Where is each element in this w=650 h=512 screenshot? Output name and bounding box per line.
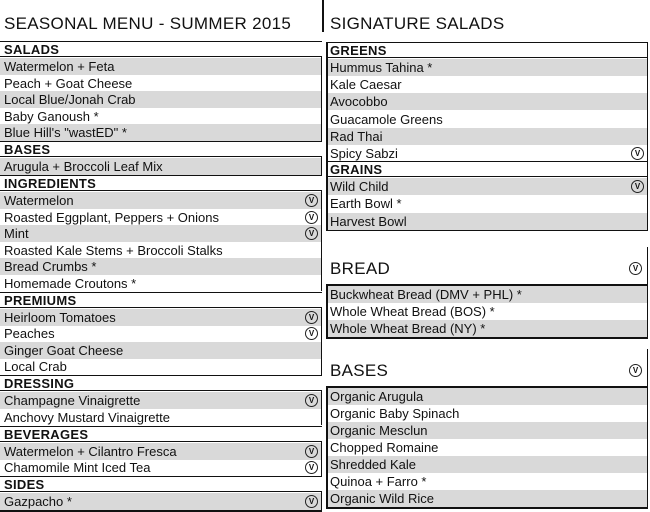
menu-item xyxy=(0,192,322,209)
menu-item-label: Mint xyxy=(4,226,29,241)
menu-item-label: Organic Wild Rice xyxy=(330,491,435,506)
menu-item xyxy=(0,325,322,342)
menu-item xyxy=(326,405,648,422)
box-border xyxy=(326,507,648,509)
menu-item-label: Quinoa + Farro * xyxy=(330,474,427,489)
menu-item xyxy=(0,124,322,141)
menu-item xyxy=(0,409,322,426)
box-border xyxy=(321,308,323,375)
vegan-icon: V xyxy=(305,311,318,324)
vegan-icon: V xyxy=(305,327,318,340)
section-header: BASES xyxy=(0,141,322,157)
box-border xyxy=(326,230,648,232)
section-header: GREENS xyxy=(326,42,648,58)
box-border xyxy=(321,391,323,425)
section-header: SIDES xyxy=(0,476,322,492)
menu-item-label: Kale Caesar xyxy=(330,77,402,93)
menu-item xyxy=(326,303,648,320)
menu-item-label: Buckwheat Bread (DMV + PHL) * xyxy=(330,287,522,302)
menu-item-label: Chopped Romaine xyxy=(330,440,439,455)
menu-item-label: Arugula + Broccoli Leaf Mix xyxy=(4,159,163,174)
menu-item xyxy=(326,490,648,507)
menu-item-label: Local Crab xyxy=(4,359,67,374)
menu-item-label: Roasted Eggplant, Peppers + Onions xyxy=(4,209,220,225)
menu-item-label: Baby Ganoush * xyxy=(4,108,99,124)
menu-item-label: Bread Crumbs * xyxy=(4,259,97,274)
vegan-icon: V xyxy=(305,461,318,474)
menu-item xyxy=(0,358,322,375)
page-title-right: SIGNATURE SALADS xyxy=(330,14,505,33)
vegan-icon: V xyxy=(305,211,318,224)
menu-item-label: Blue Hill's "wastED" * xyxy=(4,125,127,140)
menu-item-label: Gazpacho * xyxy=(4,494,72,509)
menu-item xyxy=(0,75,322,92)
vegan-icon: V xyxy=(629,262,642,275)
box-border xyxy=(321,492,323,510)
section-header: BASES xyxy=(330,361,389,380)
vegan-icon: V xyxy=(631,147,644,160)
menu-item-label: Spicy Sabzi xyxy=(330,146,398,161)
vegan-icon: V xyxy=(629,364,642,377)
menu-item-label: Champagne Vinaigrette xyxy=(4,393,141,408)
menu-item-label: Chamomile Mint Iced Tea xyxy=(4,460,151,475)
menu-item-label: Rad Thai xyxy=(330,128,383,144)
menu-item xyxy=(0,225,322,242)
menu-item xyxy=(0,209,322,226)
section-header: BREAD xyxy=(330,259,391,278)
menu-item xyxy=(326,145,648,162)
section-header: BEVERAGES xyxy=(0,426,322,442)
menu-item xyxy=(0,108,322,125)
menu-item xyxy=(326,473,648,490)
menu-item xyxy=(326,178,648,195)
vegan-icon: V xyxy=(305,445,318,458)
box-border xyxy=(0,510,322,512)
vegan-icon: V xyxy=(305,495,318,508)
menu-item xyxy=(0,493,322,510)
menu-item-label: Watermelon + Feta xyxy=(4,59,115,74)
box-border xyxy=(326,337,648,339)
menu-item-label: Anchovy Mustard Vinaigrette xyxy=(4,409,170,425)
box-border xyxy=(321,442,323,476)
menu-item-label: Earth Bowl * xyxy=(330,196,402,212)
box-border xyxy=(326,42,328,162)
menu-item xyxy=(326,59,648,76)
menu-item-label: Local Blue/Jonah Crab xyxy=(4,92,136,107)
vegan-icon: V xyxy=(305,394,318,407)
menu-item-label: Homemade Croutons * xyxy=(4,275,137,291)
section-header: GRAINS xyxy=(326,161,648,177)
menu-item xyxy=(326,286,648,303)
vegan-icon: V xyxy=(305,227,318,240)
menu-item-label: Hummus Tahina * xyxy=(330,60,433,75)
menu-item-label: Whole Wheat Bread (BOS) * xyxy=(330,304,495,319)
menu-item xyxy=(0,242,322,259)
menu-item xyxy=(326,93,648,110)
menu-item xyxy=(326,128,648,145)
menu-item-label: Wild Child xyxy=(330,179,389,195)
menu-item xyxy=(326,195,648,212)
menu-item-label: Guacamole Greens xyxy=(330,111,443,127)
box-border xyxy=(647,349,649,388)
menu-item xyxy=(0,58,322,75)
menu-item-label: Organic Mesclun xyxy=(330,423,428,438)
menu-item-label: Ginger Goat Cheese xyxy=(4,342,124,358)
menu-item xyxy=(0,309,322,326)
menu-item-label: Watermelon + Cilantro Fresca xyxy=(4,443,177,459)
menu-item xyxy=(0,342,322,359)
menu-item xyxy=(326,213,648,230)
page-title: SEASONAL MENU - SUMMER 2015 xyxy=(4,14,292,33)
menu-item xyxy=(0,258,322,275)
menu-item xyxy=(326,111,648,128)
box-border xyxy=(647,247,649,286)
box-border xyxy=(326,284,328,337)
menu-item-label: Harvest Bowl xyxy=(330,213,407,229)
vegan-icon: V xyxy=(631,180,644,193)
menu-item-label: Watermelon xyxy=(4,193,74,208)
box-border xyxy=(321,157,323,175)
box-border xyxy=(326,161,328,230)
menu-item-label: Avocobbo xyxy=(330,94,388,110)
box-border xyxy=(326,386,328,507)
box-border xyxy=(647,42,649,162)
box-border xyxy=(321,57,323,141)
section-header: INGREDIENTS xyxy=(0,175,322,191)
menu-item xyxy=(326,456,648,473)
menu-item xyxy=(326,388,648,405)
menu-item xyxy=(0,392,322,409)
menu-item xyxy=(326,320,648,337)
column-divider xyxy=(322,0,324,32)
menu-item-label: Heirloom Tomatoes xyxy=(4,309,116,325)
box-border xyxy=(321,191,323,291)
menu-item-label: Peach + Goat Cheese xyxy=(4,75,133,91)
menu-item-label: Organic Baby Spinach xyxy=(330,406,460,421)
menu-item-label: Whole Wheat Bread (NY) * xyxy=(330,321,486,336)
vegan-icon: V xyxy=(305,194,318,207)
menu-item xyxy=(326,422,648,439)
box-border xyxy=(647,161,649,230)
section-header: DRESSING xyxy=(0,375,322,391)
menu-item xyxy=(0,275,322,292)
menu-item-label: Peaches xyxy=(4,326,55,341)
section-header: PREMIUMS xyxy=(0,292,322,308)
box-border xyxy=(647,284,649,337)
menu-item xyxy=(0,459,322,476)
menu-item xyxy=(0,91,322,108)
menu-item xyxy=(326,76,648,93)
section-header: SALADS xyxy=(0,41,322,57)
box-border xyxy=(647,386,649,507)
menu-item xyxy=(0,158,322,175)
menu-item xyxy=(0,443,322,460)
menu-item-label: Organic Arugula xyxy=(330,389,424,404)
menu-item-label: Shredded Kale xyxy=(330,457,417,472)
menu-item-label: Roasted Kale Stems + Broccoli Stalks xyxy=(4,242,223,258)
menu-item xyxy=(326,439,648,456)
